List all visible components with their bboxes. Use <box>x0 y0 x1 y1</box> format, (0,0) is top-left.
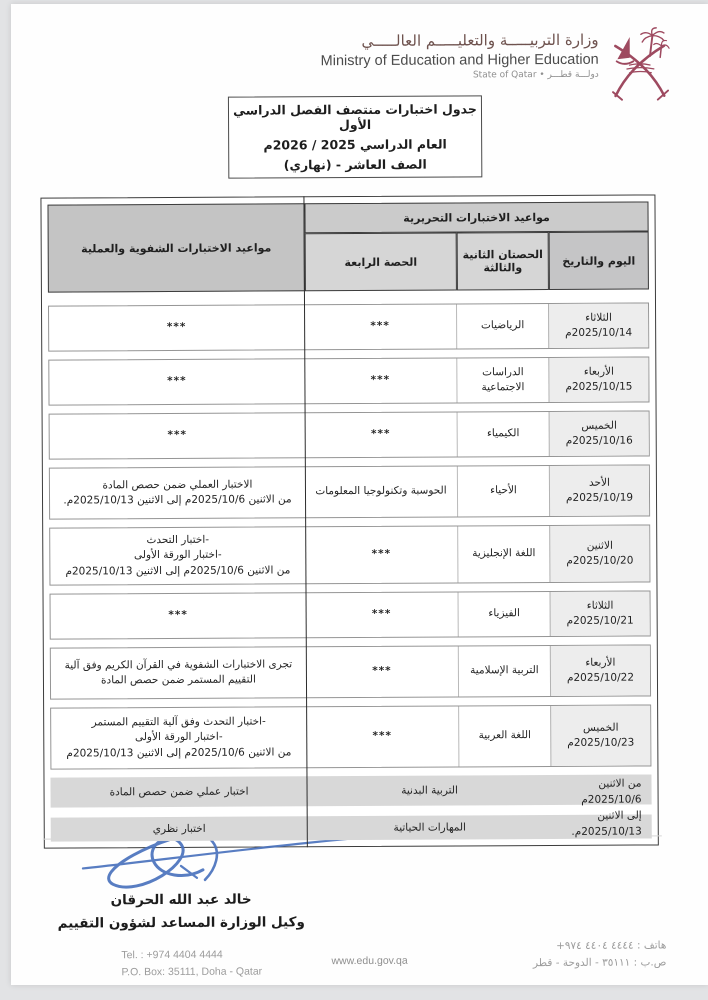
subject-cell: اللغة العربية <box>458 706 550 766</box>
subject-cell: التربية البدنية <box>401 784 458 797</box>
oral-practical-cell: تجرى الاختبارات الشفوية في القرآن الكريم وفق آلية التقييم المستمر ضمن حصص المادة <box>64 658 293 687</box>
qatar-emblem-logo-icon <box>608 20 672 104</box>
ministry-name-arabic: وزارة التربيـــــة والتعليـــــم العالـــــي <box>361 30 599 50</box>
header-periods-2-3: الحصتان الثانية والثالثة <box>457 232 549 290</box>
day-date-cell: الأربعاء 2025/10/22م <box>550 645 650 696</box>
oral-practical-cell: -اختبار التحدث -اختبار الورقة الأولى من الاثنين 2025/10/6م إلى الاثنين 2025/10/13م <box>65 533 291 578</box>
exam-schedule-title-box <box>228 95 482 178</box>
table-row <box>50 704 651 769</box>
oral-practical-cell: -اختبار التحدث وفق آلية التقييم المستمر -اختبار الورقة الأولى من الاثنين 2025/10/6م إلى الاثنين 2025/10/13م <box>66 715 292 760</box>
title-line-1: جدول اختبارات منتصف الفصل الدراسي الأول <box>233 101 477 133</box>
oral-practical-cell: *** <box>168 609 188 622</box>
table-row <box>49 524 650 585</box>
day-date-cell: الخميس 2025/10/23م <box>550 705 650 766</box>
continuous-assessment-grid <box>50 774 651 841</box>
day-date-cell: الأربعاء 2025/10/15م <box>548 357 648 402</box>
signatory-title: وكيل الوزارة المساعد لشؤون التقييم <box>57 914 305 932</box>
table-rows <box>48 302 651 769</box>
continuous-assessment-block <box>50 774 651 841</box>
exam-schedule-table <box>40 194 658 848</box>
subject-cell: المهارات الحياتية <box>393 821 466 834</box>
footer-website: www.edu.gov.qa <box>331 954 408 968</box>
subject-cell: الدراسات الاجتماعية <box>456 358 548 402</box>
signatory-name: خالد عبد الله الحرقان <box>110 891 252 909</box>
ministry-name-english: Ministry of Education and Higher Education <box>320 51 599 70</box>
period4-cell: *** <box>372 665 392 678</box>
header-written-exams: مواعيد الاختبارات التحريرية <box>304 201 648 233</box>
table-row <box>48 356 649 405</box>
header-oral-practical: مواعيد الاختبارات الشفوية والعملية <box>47 203 304 292</box>
subject-cell: الفيزياء <box>458 592 550 636</box>
date-range-cell: من الاثنين 2025/10/6م إلى الاثنين 2025/10/13م. <box>571 777 642 838</box>
period4-cell: *** <box>370 374 391 387</box>
period4-cell: *** <box>370 320 390 333</box>
document-page <box>11 4 708 985</box>
oral-practical-cell: *** <box>166 321 187 334</box>
header-period-4: الحصة الرابعة <box>305 232 457 291</box>
day-date-cell: الخميس 2025/10/16م <box>549 411 649 456</box>
day-date-cell: الاثنين 2025/10/20م <box>549 525 649 582</box>
scanned-content <box>8 2 708 987</box>
subject-cell: الرياضيات <box>456 304 548 348</box>
signatory-block <box>41 888 321 935</box>
oral-practical-cell: *** <box>167 375 187 388</box>
subject-cell: الكيمياء <box>457 412 549 456</box>
oral-practical-cell: الاختبار العملي ضمن حصص المادة من الاثنين 2025/10/6م إلى الاثنين 2025/10/13م. <box>63 478 292 507</box>
note-cell: اختبار عملي ضمن حصص المادة <box>109 785 249 799</box>
period4-cell: *** <box>370 428 391 441</box>
ministry-header <box>320 20 672 106</box>
subject-cell: الأحياء <box>457 466 549 516</box>
period4-cell: *** <box>371 548 392 561</box>
state-of-qatar-line: دولـــة قطـــر • State of Qatar <box>472 69 599 81</box>
footer-pobox-arabic: ص.ب : ٣٥١١١ - الدوحة - قطر <box>532 956 667 970</box>
table-row <box>49 464 650 519</box>
oral-practical-cell: *** <box>167 429 187 442</box>
footer-tel-arabic: هاتف : ٤٤٤٤ ٤٤٠٤ ٩٧٤+ <box>556 939 667 952</box>
day-date-cell: الثلاثاء 2025/10/14م <box>548 303 648 348</box>
note-cell: اختبار نظري <box>152 822 206 836</box>
day-date-cell: الأحد 2025/10/19م <box>549 465 649 516</box>
ministry-header-text <box>320 21 598 81</box>
table-header <box>47 201 648 292</box>
day-date-cell: الثلاثاء 2025/10/21م <box>550 591 650 636</box>
table-row <box>48 302 649 351</box>
footer-contact-english <box>121 947 262 982</box>
footer-pobox-english: P.O. Box: 35111, Doha - Qatar <box>121 965 263 979</box>
table-row <box>50 644 651 699</box>
subject-cell: اللغة الإنجليزية <box>457 526 549 582</box>
header-day-date: اليوم والتاريخ <box>549 231 649 290</box>
period4-cell: الحوسبة وتكنولوجيا المعلومات <box>315 484 447 498</box>
subject-cell: التربية الإسلامية <box>458 646 550 696</box>
period4-cell: *** <box>372 730 393 743</box>
title-line-2: العام الدراسي 2025 / 2026م <box>263 136 447 153</box>
table-row <box>50 590 651 639</box>
period4-cell: *** <box>371 608 392 621</box>
footer-tel-english: Tel. : +974 4404 4444 <box>121 948 223 962</box>
table-row <box>49 410 650 459</box>
footer-contact-arabic <box>533 937 667 972</box>
title-line-3: الصف العاشر - (نهاري) <box>283 156 427 173</box>
